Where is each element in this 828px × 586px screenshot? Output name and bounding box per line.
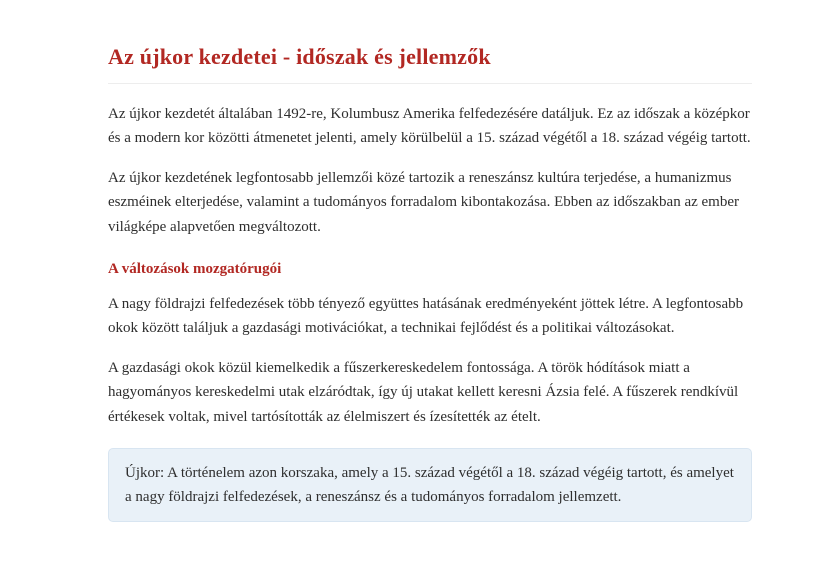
economic-paragraph: A gazdasági okok közül kiemelkedik a fűszerkereskedelem fontossága. A török hódítások miatt a hagyományos kereskedelmi utak elzáródtak, így új utakat kellett keresni Ázsia felé. A fűszerek rendkívül értékesek voltak, mivel tartósították az élelmiszert és ízesítették az ételt. [108,359,739,426]
title-divider [108,83,752,84]
intro-paragraph: Az újkor kezdetét általában 1492-re, Kolumbusz Amerika felfedezésére datáljuk. Ez az időszak a középkor és a modern kor közötti átmenetet jelenti, amely körülbelül a 15. század végétől a 18. század végéig tartott. [108,105,751,147]
causes-paragraph: A nagy földrajzi felfedezések több tényező együttes hatásának eredményeként jöttek létre. A legfontosabb okok között találjuk a gazdasági motivációkat, a technikai fejlődést és a politikai változásokat. [108,295,744,337]
page-title: Az újkor kezdetei - időszak és jellemzők [108,44,491,69]
characteristics-paragraph: Az újkor kezdetének legfontosabb jellemzői közé tartozik a reneszánsz kultúra terjedése, a humanizmus eszméinek elterjedése, valamint a tudományos forradalom kibontakozása. Ebben az időszakban az ember világképe alapvetően megváltozott. [108,169,739,236]
definition-callout-text: Újkor: A történelem azon korszaka, amely a 15. század végétől a 18. század végéig tartott, és amelyet a nagy földrajzi felfedezések, a reneszánsz és a tudományos forradalom jellemzett. [125,464,734,505]
article-content [108,42,752,522]
definition-callout [108,448,752,522]
section-heading: A változások mozgatórugói [108,260,282,277]
